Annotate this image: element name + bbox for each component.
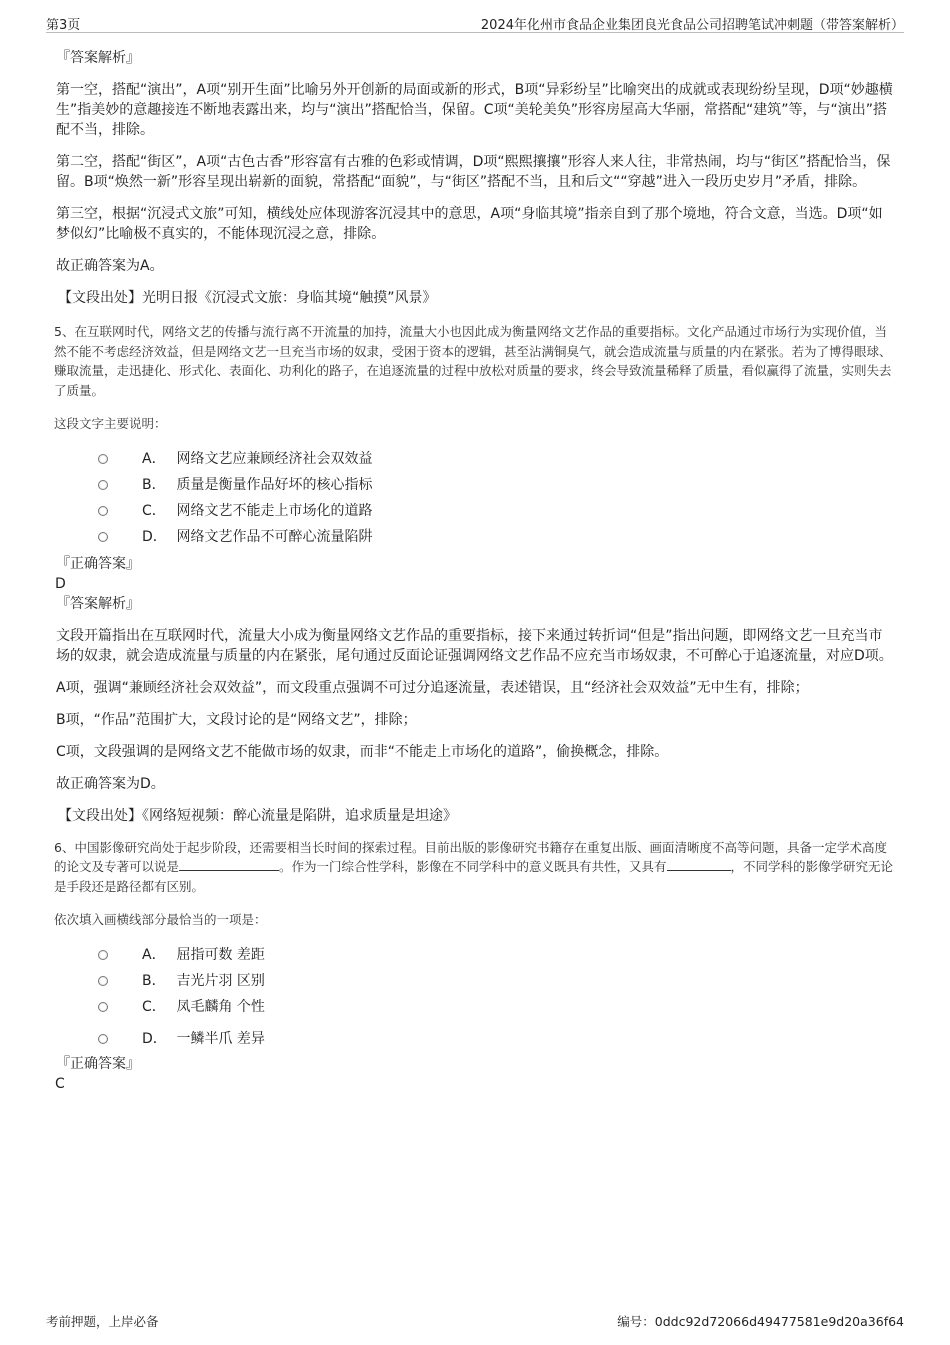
- q4-analysis-label: 『答案解析』: [56, 50, 140, 66]
- q5-answer-label: 『正确答案』: [56, 555, 140, 572]
- option-text: 网络文艺不能走上市场化的道路: [176, 502, 373, 519]
- option-text: 质量是衡量作品好坏的核心指标: [176, 476, 373, 493]
- q6-option-b[interactable]: [56, 968, 896, 994]
- radio-icon[interactable]: [98, 950, 108, 960]
- q4-conclusion: 故正确答案为A。: [56, 258, 164, 274]
- answer-blank-1: [179, 858, 279, 871]
- q5-analysis-p4: C项，文段强调的是网络文艺不能做市场的奴隶，而非“不能走上市场化的道路”，偷换概念，排除。: [56, 743, 669, 760]
- q6-stem-part3: ，不同学科的影像学研究无论是手段还是路径都有区别。: [54, 859, 894, 894]
- q6-prompt: 依次填入画横线部分最恰当的一项是：: [54, 912, 267, 927]
- option-key: A．: [142, 450, 166, 467]
- q5-options: [56, 446, 896, 550]
- option-key: C．: [142, 998, 166, 1015]
- document-body: [56, 48, 896, 1094]
- q5-conclusion: 故正确答案为D。: [56, 775, 165, 792]
- radio-icon[interactable]: [98, 1034, 108, 1044]
- q5-stem: 5、在互联网时代，网络文艺的传播与流行离不开流量的加持，流量大小也因此成为衡量网络文艺作品的重要指标。文化产品通过市场行为实现价值，当然不能不考虑经济效益，但是网络文艺一旦充当市场的奴隶，受困于资本的逻辑，甚至沾满铜臭气，就会造成流量与质量的内在紧张。若为了博得眼球、赚取流量，走迅捷化、形式化、表面化、功利化的路子，在追逐流量的过程中放松对质量的要求，终会导致流量稀释了质量，看似赢得了流量，实则失去了质量。: [54, 324, 892, 398]
- q5-analysis-label: 『答案解析』: [56, 595, 140, 612]
- radio-icon[interactable]: [98, 454, 108, 464]
- footer-slogan: 考前押题，上岸必备: [46, 1314, 159, 1329]
- radio-icon[interactable]: [98, 480, 108, 490]
- q5-analysis-p3: B项，“作品”范围扩大，文段讨论的是“网络文艺”，排除；: [56, 711, 417, 728]
- option-text: 凤毛麟角 个性: [176, 998, 265, 1015]
- radio-icon[interactable]: [98, 506, 108, 516]
- option-key: B．: [142, 972, 166, 989]
- option-key: D．: [142, 528, 167, 545]
- q4-analysis-p1: 第一空，搭配“演出”，A项“别开生面”比喻另外开创新的局面或新的形式，B项“异彩纷呈”比喻突出的成就或表现纷纷呈现，D项“妙趣横生”指美妙的意趣接连不断地表露出来，均与“演出”搭配恰当，保留。C项“美轮美奂”形容房屋高大华丽，常搭配“建筑”等，与“演出”搭配不当，排除。: [56, 82, 893, 138]
- radio-icon[interactable]: [98, 532, 108, 542]
- q5-source: 【文段出处】《网络短视频：醉心流量是陷阱，追求质量是坦途》: [58, 807, 457, 824]
- option-key: D．: [142, 1030, 167, 1047]
- q6-stem-part2: 。作为一门综合性学科，影像在不同学科中的意义既具有共性，又具有: [279, 859, 667, 874]
- q6-answer: C: [55, 1075, 65, 1092]
- q5-option-c[interactable]: [56, 498, 896, 524]
- q5-prompt: 这段文字主要说明：: [54, 416, 167, 431]
- option-key: B．: [142, 476, 166, 493]
- option-key: A．: [142, 946, 166, 963]
- q6-stem-part1: 6、中国影像研究尚处于起步阶段，还需要相当长时间的探索过程。目前出版的影像研究书籍存在重复出版、画面清晰度不高等问题，具备一定学术高度的论文及专著可以说是: [54, 839, 887, 874]
- q6-stem: [54, 838, 896, 897]
- q6-option-d[interactable]: [56, 1026, 896, 1052]
- q6-option-c[interactable]: [56, 994, 896, 1020]
- q4-analysis-p3: 第三空，根据“沉浸式文旅”可知，横线处应体现游客沉浸其中的意思，A项“身临其境”指亲自到了那个境地，符合文意，当选。D项“如梦似幻”比喻极不真实的，不能体现沉浸之意，排除。: [56, 206, 883, 242]
- q5-option-d[interactable]: [56, 524, 896, 550]
- q4-analysis-p2: 第二空，搭配“街区”，A项“古色古香”形容富有古雅的色彩或情调，D项“熙熙攘攘”形容人来人往，非常热闹，均与“街区”搭配恰当，保留。B项“焕然一新”形容呈现出崭新的面貌，常搭配“面貌”，与“街区”搭配不当，且和后文““穿越”进入一段历史岁月”矛盾，排除。: [56, 154, 891, 190]
- document-id: 编号：0ddc92d72066d49477581e9d20a36f64: [617, 1314, 904, 1329]
- q6-option-a[interactable]: [56, 942, 896, 968]
- q5-option-b[interactable]: [56, 472, 896, 498]
- option-text: 吉光片羽 区别: [176, 972, 265, 989]
- option-text: 网络文艺作品不可醉心流量陷阱: [176, 528, 373, 545]
- page-header: [46, 14, 904, 33]
- option-text: 网络文艺应兼顾经济社会双效益: [176, 450, 373, 467]
- q5-analysis-p2: A项，强调“兼顾经济社会双效益”，而文段重点强调不可过分追逐流量，表述错误，且“经济社会双效益”无中生有，排除；: [56, 679, 809, 696]
- radio-icon[interactable]: [98, 1002, 108, 1012]
- q5-analysis-p1: 文段开篇指出在互联网时代，流量大小成为衡量网络文艺作品的重要指标，接下来通过转折词“但是”指出问题，即网络文艺一旦充当市场的奴隶，就会造成流量与质量的内在紧张，尾句通过反面论证强调网络文艺作品不应充当市场奴隶，不可醉心于追逐流量，对应D项。: [56, 627, 893, 664]
- option-text: 一鳞半爪 差异: [176, 1030, 265, 1047]
- q5-answer: D: [55, 575, 66, 592]
- page-number: 第3页: [46, 18, 81, 33]
- q6-answer-label: 『正确答案』: [56, 1055, 140, 1072]
- option-key: C．: [142, 502, 166, 519]
- document-title: 2024年化州市食品企业集团良光食品公司招聘笔试冲刺题（带答案解析）: [480, 18, 904, 33]
- q4-source: 【文段出处】光明日报《沉浸式文旅：身临其境“触摸”风景》: [58, 290, 437, 306]
- q5-option-a[interactable]: [56, 446, 896, 472]
- answer-blank-2: [667, 858, 731, 871]
- option-text: 屈指可数 差距: [176, 946, 265, 963]
- radio-icon[interactable]: [98, 976, 108, 986]
- q6-options: [56, 942, 896, 1052]
- page-footer: [46, 1312, 904, 1330]
